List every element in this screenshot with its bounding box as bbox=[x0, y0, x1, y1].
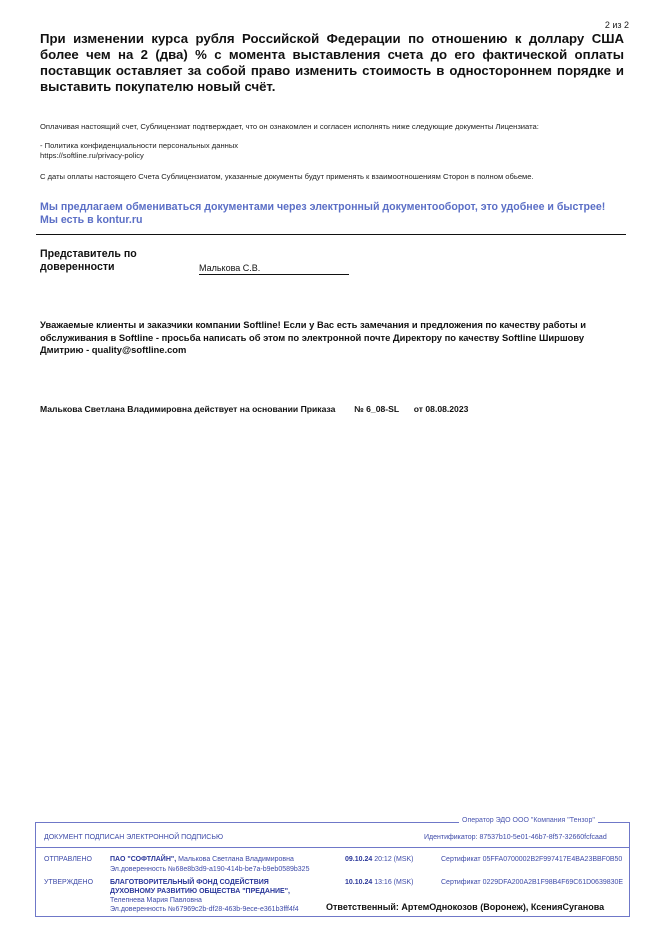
sent-datetime bbox=[345, 855, 414, 864]
approved-person: Телепнева Мария Павловна bbox=[110, 897, 202, 904]
representative-label bbox=[40, 248, 137, 274]
representative-signature-name: Малькова С.В. bbox=[199, 263, 349, 275]
sent-time: 20:12 (MSK) bbox=[374, 856, 414, 863]
edo-operator: Оператор ЭДО ООО "Компания "Тензор" bbox=[459, 817, 598, 824]
authority-basis bbox=[40, 404, 468, 414]
order-number: № 6_08-SL bbox=[354, 404, 399, 414]
responsible-persons: Ответственный: АртемОднокозов (Воронеж), КсенияСуганова bbox=[326, 902, 605, 912]
approved-date: 10.10.24 bbox=[345, 879, 373, 886]
stamp-identifier-value: 87537b10-5e01-46b7-8f57-32660fcfcaad bbox=[479, 834, 607, 841]
edo-promo bbox=[40, 201, 630, 227]
sent-poa: Эл.доверенность №68e8b3d9-a190-414b-be7a-b9eb0589b325 bbox=[110, 866, 310, 873]
quality-appeal: Уважаемые клиенты и заказчики компании Softline! Если у Вас есть замечания и предложения по качеству работы и обслуживания в Softline - просьба написать об этом по электронной почте Директору по качеству Softline Ширшову Дмитрию - quality@softline.com bbox=[40, 319, 586, 355]
approved-datetime bbox=[345, 878, 414, 887]
sent-status: ОТПРАВЛЕНО bbox=[44, 856, 92, 863]
approved-certificate: Сертификат 0229DFA200A2B1F98B4F69C61D0639830E bbox=[441, 879, 624, 886]
page-number: 2 из 2 bbox=[604, 20, 629, 30]
edo-signature-stamp bbox=[35, 822, 630, 917]
sent-signer bbox=[110, 855, 294, 864]
terms-intro: Оплачивая настоящий счет, Сублицензиат подтверждает, что он ознакомлен и согласен исполнять ниже следующие документы Лицензиата: bbox=[40, 122, 539, 131]
sent-certificate: Сертификат 05FFA0700002B2F997417E4BA23BBF0B50 bbox=[441, 856, 623, 863]
sent-date: 09.10.24 bbox=[345, 856, 373, 863]
currency-warning: При изменении курса рубля Российской Федерации по отношению к доллару США более чем на 2 (два) % с момента выставления счета до его фактической оплаты поставщик оставляет за собой право изменить стоимость в одностороннем порядке и выставить покупателю новый счёт. bbox=[40, 31, 624, 94]
stamp-header: ДОКУМЕНТ ПОДПИСАН ЭЛЕКТРОННОЙ ПОДПИСЬЮ bbox=[44, 834, 224, 841]
representative-label-line1: Представитель по bbox=[40, 248, 137, 260]
edo-promo-line2: Мы есть в kontur.ru bbox=[40, 214, 143, 226]
approved-org-line2: ДУХОВНОМУ РАЗВИТИЮ ОБЩЕСТВА "ПРЕДАНИЕ", bbox=[110, 888, 290, 895]
order-date: от 08.08.2023 bbox=[413, 404, 469, 414]
stamp-identifier-label: Идентификатор: bbox=[424, 834, 478, 841]
edo-promo-line1: Мы предлагаем обмениваться документами через электронный документооборот, это удобнее и быстрее! bbox=[40, 201, 606, 213]
approved-org-line1: БЛАГОТВОРИТЕЛЬНЫЙ ФОНД СОДЕЙСТВИЯ bbox=[110, 879, 269, 886]
privacy-policy-link[interactable]: https://softline.ru/privacy-policy bbox=[40, 151, 144, 160]
representative-label-line2: доверенности bbox=[40, 261, 115, 273]
terms-item-privacy: - Политика конфиденциальности персональных данных bbox=[40, 141, 239, 150]
stamp-divider bbox=[36, 847, 629, 848]
stamp-identifier bbox=[424, 833, 607, 842]
sent-org: ПАО "СОФТЛАЙН", bbox=[110, 856, 177, 863]
section-divider bbox=[36, 234, 626, 235]
approved-status: УТВЕРЖДЕНО bbox=[44, 879, 94, 886]
approved-time: 13:16 (MSK) bbox=[374, 879, 414, 886]
terms-closing: С даты оплаты настоящего Счета Сублицензиатом, указанные документы будут применять к взаимоотношениям Сторон в полном обьеме. bbox=[40, 172, 534, 181]
sent-person: Малькова Светлана Владимировна bbox=[178, 856, 294, 863]
approved-poa: Эл.доверенность №67969c2b-df28-463b-9ece-e361b3fff4f4 bbox=[110, 906, 299, 913]
authority-basis-text: Малькова Светлана Владимировна действует на основании Приказа bbox=[40, 404, 336, 414]
